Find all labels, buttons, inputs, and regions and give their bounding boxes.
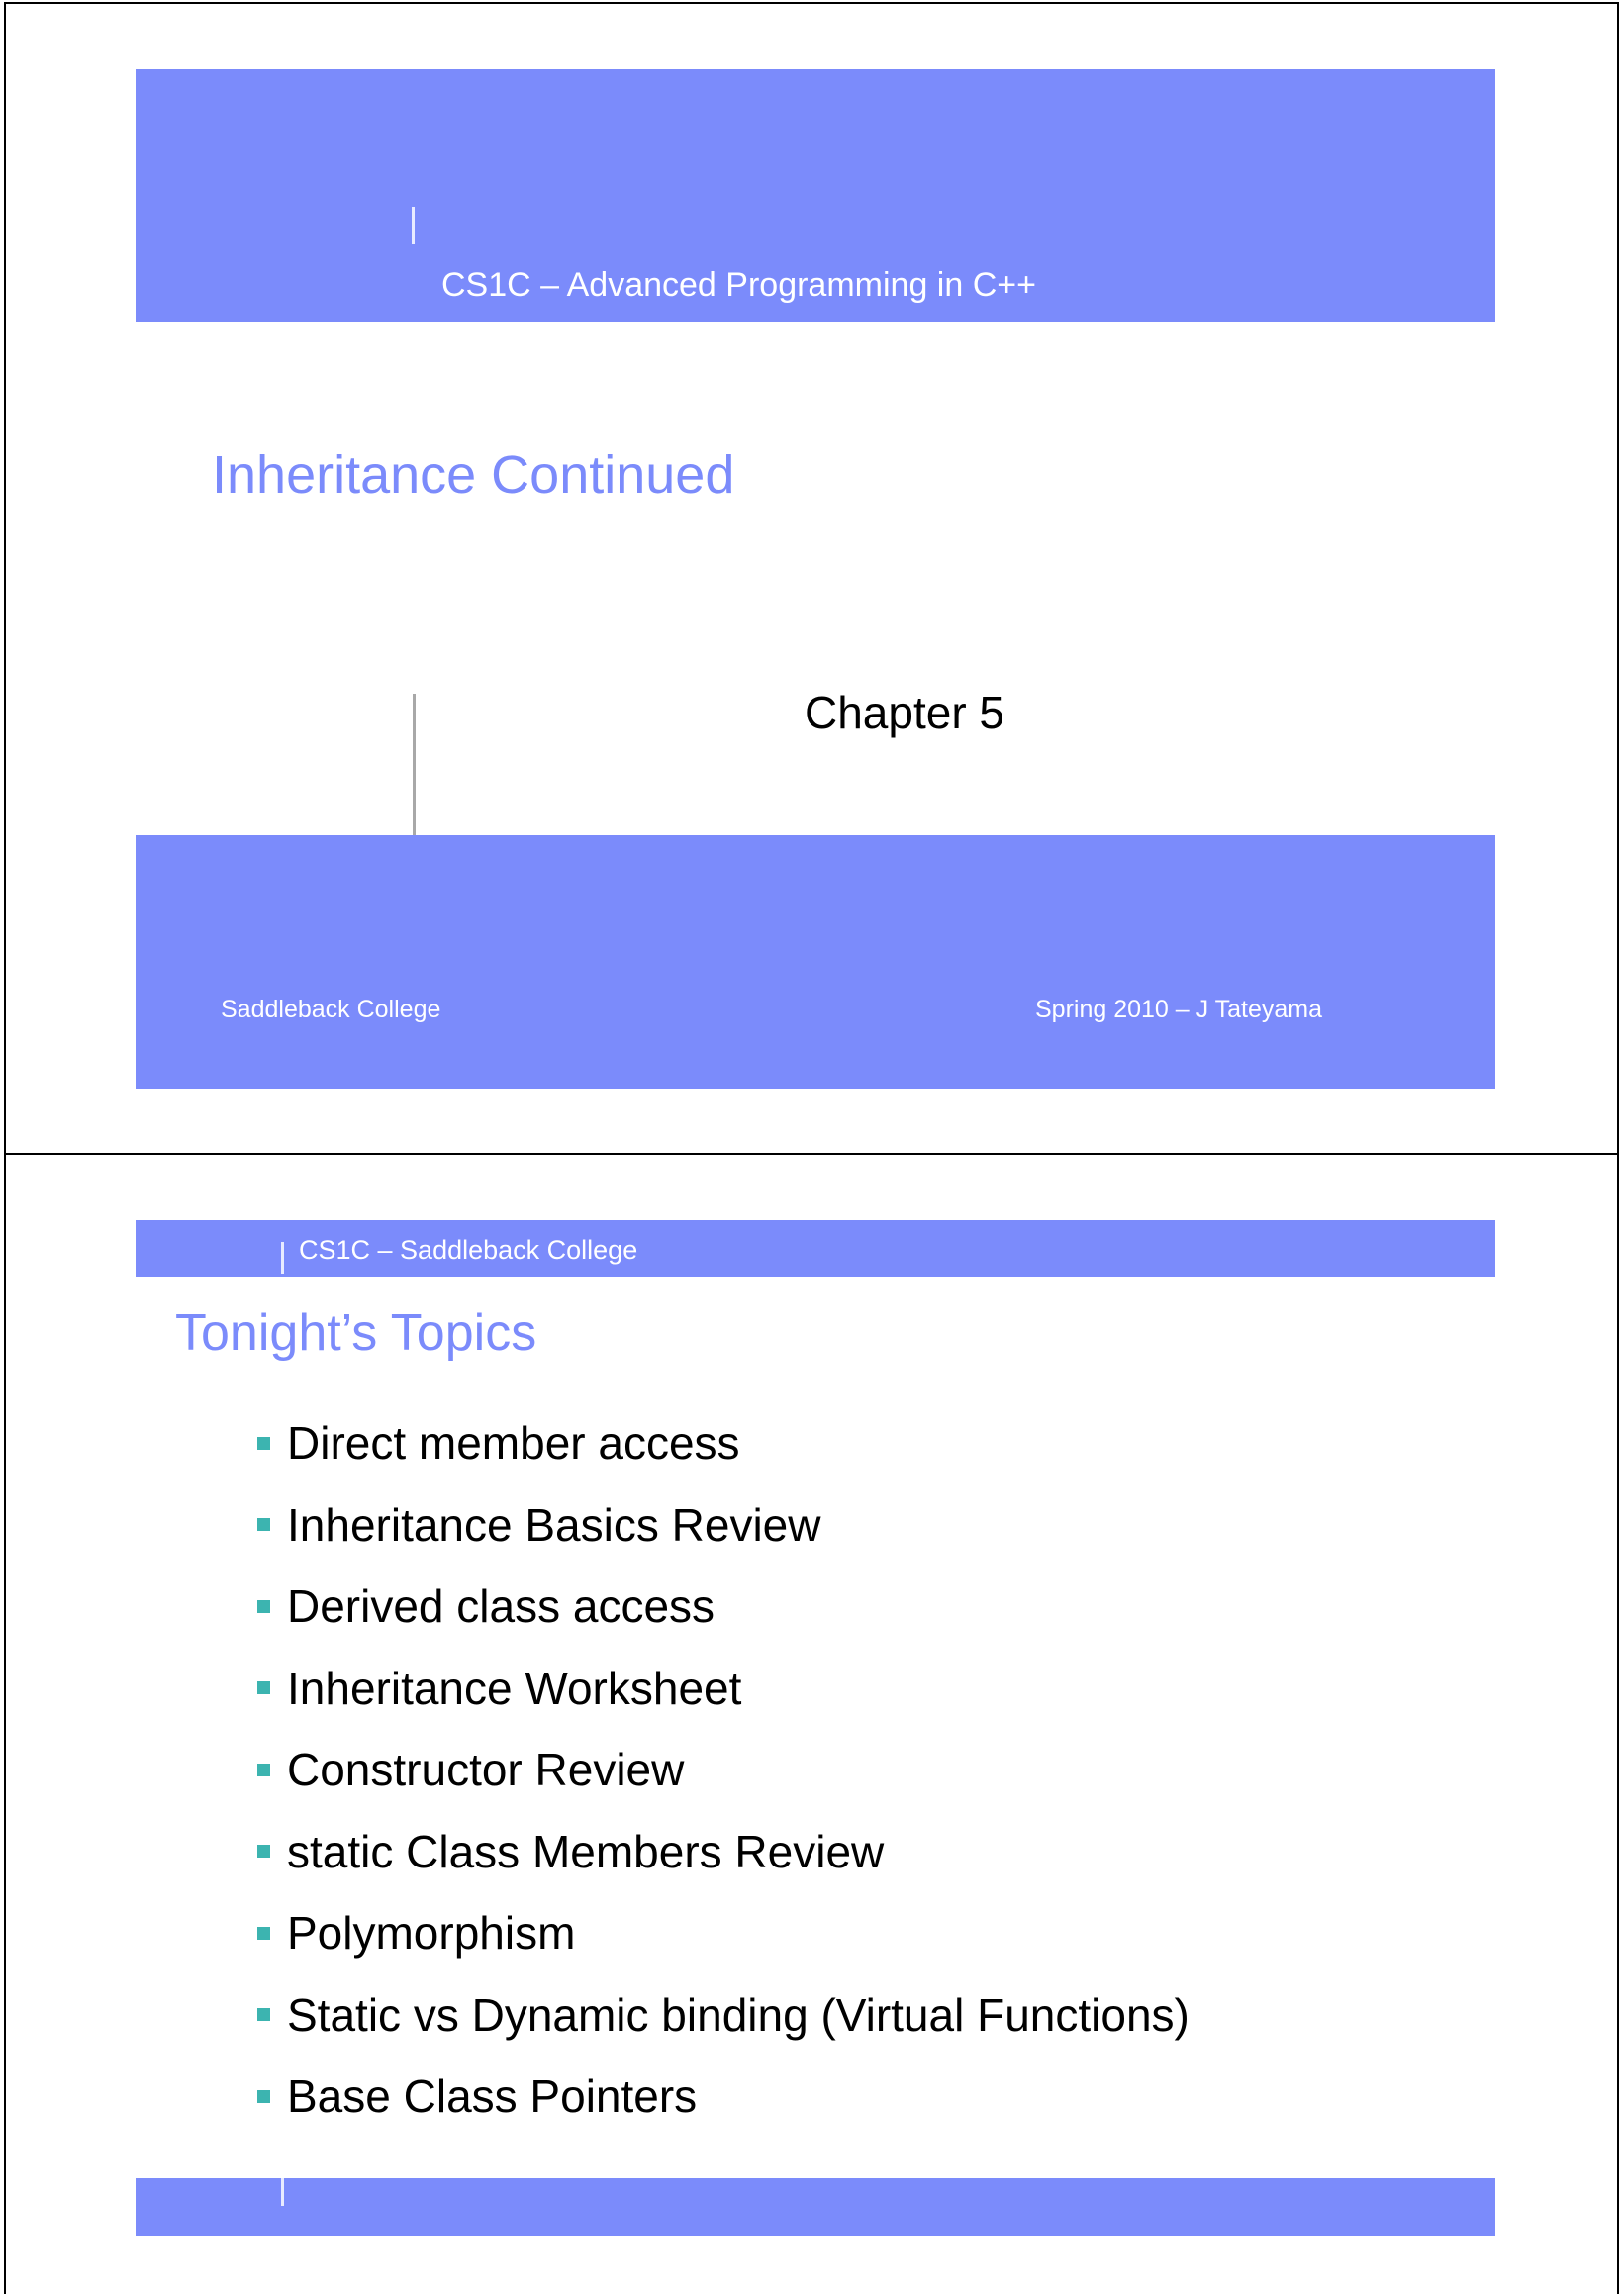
footer-band: [136, 835, 1495, 1089]
slide-topics: [6, 1153, 1617, 2296]
footer-divider: [281, 2178, 284, 2206]
list-item-text: static Class Members Review: [287, 1825, 885, 1877]
square-bullet-icon: [257, 1600, 270, 1613]
square-bullet-icon: [257, 1437, 270, 1450]
square-bullet-icon: [257, 1681, 270, 1694]
footer-college: Saddleback College: [221, 996, 441, 1023]
list-item: [257, 1648, 1445, 1730]
chapter-subtitle: Chapter 5: [805, 687, 1005, 738]
list-item-text: Polymorphism: [287, 1907, 576, 1960]
header-text: CS1C – Saddleback College: [299, 1235, 638, 1265]
list-item: [257, 1484, 1445, 1567]
topic-list: [257, 1402, 1445, 2138]
footer-band: [136, 2178, 1495, 2236]
list-item-text: Direct member access: [287, 1417, 740, 1470]
list-item: [257, 2056, 1445, 2138]
list-item: [257, 1892, 1445, 1974]
slide-title: [6, 4, 1617, 1153]
square-bullet-icon: [257, 1518, 270, 1531]
square-bullet-icon: [257, 2008, 270, 2021]
square-bullet-icon: [257, 1764, 270, 1776]
slide-title-text: Tonight’s Topics: [175, 1304, 537, 1362]
list-item-text: Static vs Dynamic binding (Virtual Functions): [287, 1988, 1190, 2041]
handout-page: [4, 2, 1619, 2294]
list-item-text: Inheritance Worksheet: [287, 1662, 742, 1714]
list-item-text: Constructor Review: [287, 1744, 685, 1796]
square-bullet-icon: [257, 1845, 270, 1858]
header-divider: [281, 1242, 284, 1274]
square-bullet-icon: [257, 1927, 270, 1940]
slide-title-text: Inheritance Continued: [212, 445, 735, 505]
list-item-text: Base Class Pointers: [287, 2070, 698, 2123]
header-divider: [412, 207, 415, 244]
footer-term-author: Spring 2010 – J Tateyama: [1035, 996, 1323, 1023]
list-item: [257, 1566, 1445, 1648]
list-item: [257, 1729, 1445, 1811]
vertical-divider: [413, 694, 416, 839]
list-item: [257, 1402, 1445, 1484]
course-title: CS1C – Advanced Programming in C++: [441, 266, 1036, 304]
list-item: [257, 1974, 1445, 2057]
list-item-text: Derived class access: [287, 1580, 716, 1633]
square-bullet-icon: [257, 2090, 270, 2103]
list-item: [257, 1811, 1445, 1893]
list-item-text: Inheritance Basics Review: [287, 1498, 821, 1551]
